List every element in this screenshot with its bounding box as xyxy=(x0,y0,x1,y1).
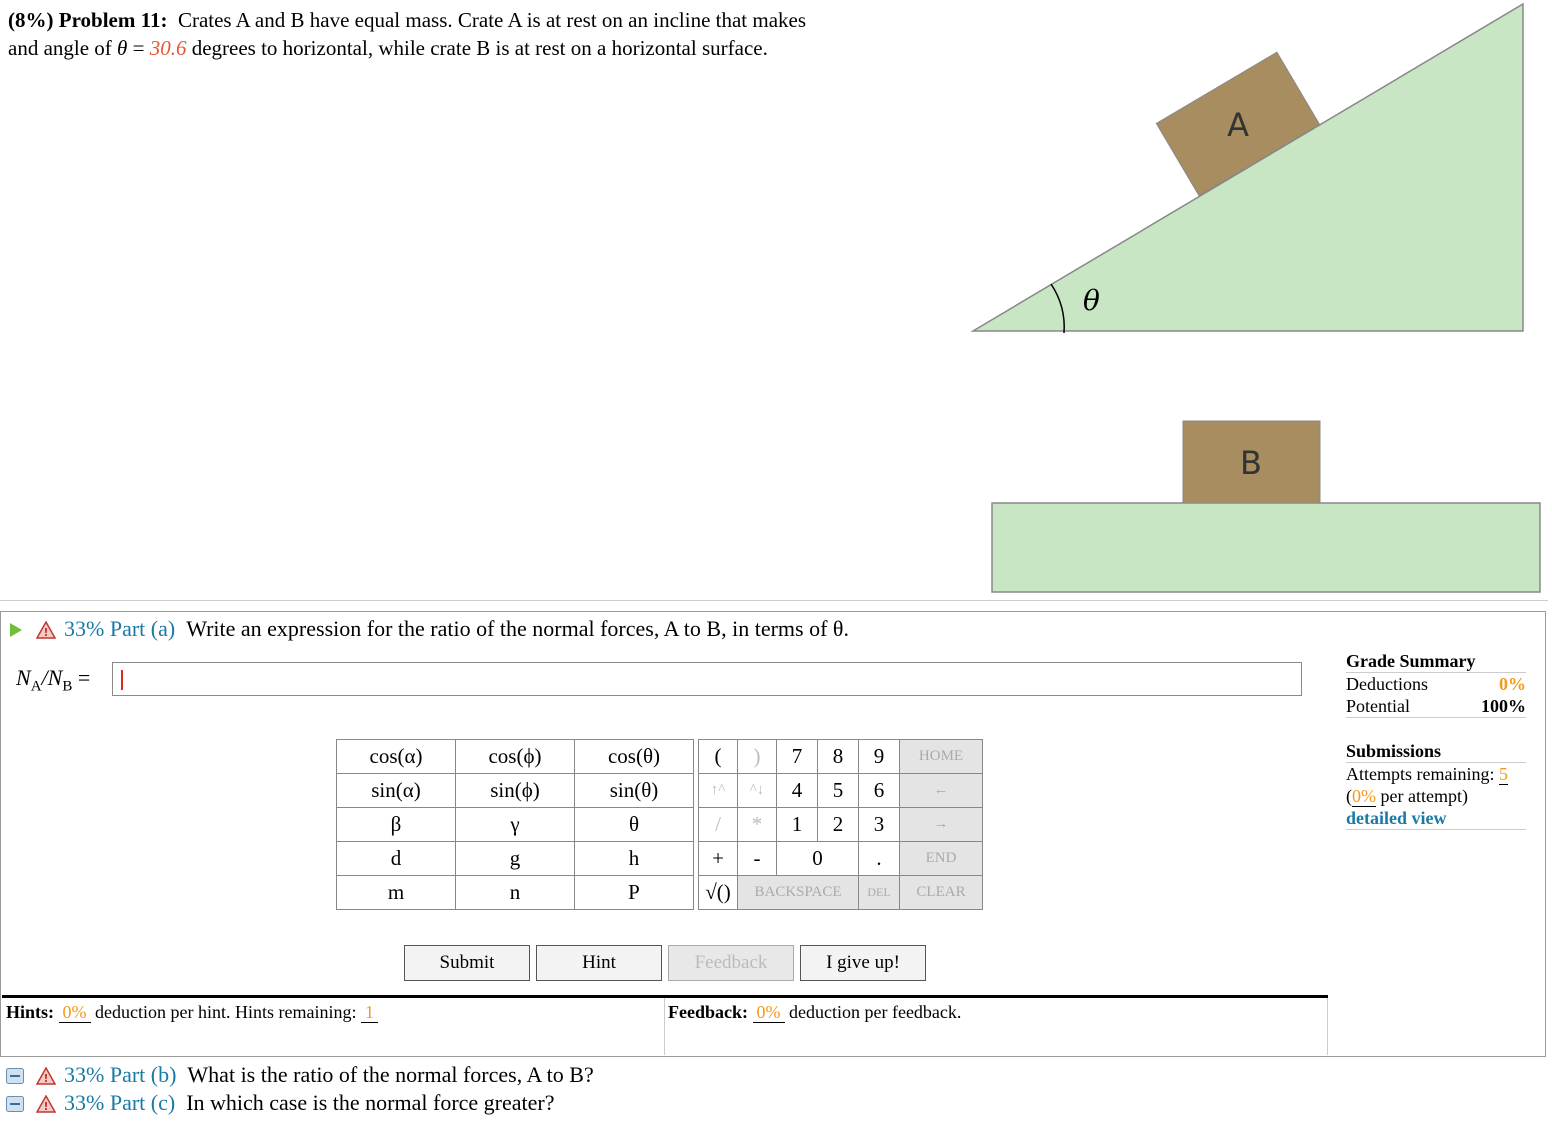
feedback-text: deduction per feedback. xyxy=(789,1002,962,1022)
svg-text:!: ! xyxy=(43,1100,49,1113)
angle-label: θ xyxy=(1083,284,1100,317)
key-open-paren[interactable]: ( xyxy=(699,740,738,774)
key-9[interactable]: 9 xyxy=(859,740,900,774)
submissions-title: Submissions xyxy=(1346,740,1526,763)
number-keypad xyxy=(698,739,983,910)
problem-title: Problem 11: xyxy=(58,8,168,32)
key-h[interactable]: h xyxy=(575,842,694,876)
flat-surface xyxy=(992,503,1540,592)
key-sin-theta[interactable]: sin(θ) xyxy=(575,774,694,808)
answer-input[interactable] xyxy=(112,662,1302,696)
part-b-heading[interactable] xyxy=(64,1062,594,1088)
key-end[interactable]: END xyxy=(900,842,983,876)
attempts-row xyxy=(1346,763,1526,785)
hints-bar-divider xyxy=(664,998,665,1055)
attempts-label: Attempts remaining: xyxy=(1346,764,1495,784)
per-attempt-pct: 0% xyxy=(1352,786,1376,806)
key-1[interactable]: 1 xyxy=(777,808,818,842)
part-c-percent: 33% xyxy=(64,1090,105,1115)
problem-text-2a: and angle of xyxy=(8,36,112,60)
answer-label-n1: N xyxy=(16,665,31,690)
svg-text:!: ! xyxy=(43,626,49,639)
crate-a-label: A xyxy=(1227,106,1249,144)
key-dot[interactable]: . xyxy=(859,842,900,876)
submit-button[interactable]: Submit xyxy=(404,945,530,981)
hints-label: Hints: xyxy=(6,1002,55,1022)
key-m[interactable]: m xyxy=(337,876,456,910)
feedback-info xyxy=(668,1002,961,1023)
feedback-pct: 0% xyxy=(753,1002,785,1023)
key-close-paren[interactable]: ) xyxy=(738,740,777,774)
hint-button[interactable]: Hint xyxy=(536,945,662,981)
warning-icon xyxy=(36,621,56,639)
key-down[interactable]: ^↓ xyxy=(738,774,777,808)
part-a-percent: 33% xyxy=(64,616,105,641)
grade-summary-title: Grade Summary xyxy=(1346,650,1526,673)
key-n[interactable]: n xyxy=(456,876,575,910)
hints-remaining: 1 xyxy=(361,1002,378,1023)
key-del[interactable]: DEL xyxy=(859,876,900,910)
key-right-arrow[interactable]: → xyxy=(900,808,983,842)
key-plus[interactable]: + xyxy=(699,842,738,876)
grade-summary xyxy=(1346,650,1526,830)
key-g[interactable]: g xyxy=(456,842,575,876)
key-beta[interactable]: β xyxy=(337,808,456,842)
key-backspace[interactable]: BACKSPACE xyxy=(738,876,859,910)
per-attempt-text: per attempt) xyxy=(1380,786,1468,806)
feedback-button[interactable]: Feedback xyxy=(668,945,794,981)
per-attempt-row xyxy=(1346,785,1526,807)
hints-pct: 0% xyxy=(59,1002,91,1023)
key-cos-phi[interactable]: cos(ϕ) xyxy=(456,740,575,774)
part-b-toggle-icon[interactable] xyxy=(6,1068,24,1084)
attempts-value: 5 xyxy=(1498,764,1508,784)
part-c-heading[interactable] xyxy=(64,1090,555,1116)
part-c-warning-icon xyxy=(36,1095,56,1113)
key-sin-phi[interactable]: sin(ϕ) xyxy=(456,774,575,808)
part-b-question: What is the ratio of the normal forces, A to B? xyxy=(187,1062,594,1087)
part-c-label: Part (c) xyxy=(109,1090,176,1115)
crate-b-label: B xyxy=(1240,444,1262,482)
deductions-value: 0% xyxy=(1499,674,1526,694)
part-a-label: Part (a) xyxy=(109,616,176,641)
key-p[interactable]: P xyxy=(575,876,694,910)
problem-text-2b: degrees to horizontal, while crate B is at rest on a horizontal surface. xyxy=(191,36,768,60)
theta-symbol: θ xyxy=(117,36,128,60)
answer-label xyxy=(16,665,90,695)
give-up-button[interactable]: I give up! xyxy=(800,945,926,981)
key-0[interactable]: 0 xyxy=(777,842,859,876)
answer-label-sub1: A xyxy=(30,678,42,695)
problem-text-1: Crates A and B have equal mass. Crate A is at rest on an incline that makes xyxy=(177,8,807,32)
part-c-toggle-icon[interactable] xyxy=(6,1096,24,1112)
function-keypad xyxy=(336,739,694,910)
key-multiply[interactable]: * xyxy=(738,808,777,842)
key-sqrt[interactable]: √() xyxy=(699,876,738,910)
expand-triangle-icon[interactable] xyxy=(10,623,22,637)
part-c-question: In which case is the normal force greater? xyxy=(186,1090,555,1115)
part-b-label: Part (b) xyxy=(109,1062,177,1087)
key-minus[interactable]: - xyxy=(738,842,777,876)
detailed-view-row xyxy=(1346,807,1526,830)
answer-label-slash: /N xyxy=(41,665,63,690)
key-2[interactable]: 2 xyxy=(818,808,859,842)
part-a-question: Write an expression for the ratio of the normal forces, A to B, in terms of θ. xyxy=(186,616,849,641)
equals-sign: = xyxy=(132,36,145,60)
theta-value: 30.6 xyxy=(149,36,187,60)
per-attempt-open: ( xyxy=(1346,786,1352,806)
part-b-warning-icon xyxy=(36,1067,56,1085)
key-left-arrow[interactable]: ← xyxy=(900,774,983,808)
key-home[interactable]: HOME xyxy=(900,740,983,774)
key-theta[interactable]: θ xyxy=(575,808,694,842)
key-d[interactable]: d xyxy=(337,842,456,876)
hints-bar-top-rule xyxy=(2,995,1328,998)
answer-label-eq: = xyxy=(77,665,91,690)
key-up[interactable]: ↑^ xyxy=(699,774,738,808)
key-3[interactable]: 3 xyxy=(859,808,900,842)
feedback-label: Feedback: xyxy=(668,1002,748,1022)
key-7[interactable]: 7 xyxy=(777,740,818,774)
key-4[interactable]: 4 xyxy=(777,774,818,808)
svg-text:!: ! xyxy=(43,1072,49,1085)
key-sin-alpha[interactable]: sin(α) xyxy=(337,774,456,808)
deductions-label: Deductions xyxy=(1346,674,1428,694)
key-divide[interactable]: / xyxy=(699,808,738,842)
problem-percent: (8%) xyxy=(8,8,54,32)
key-5[interactable]: 5 xyxy=(818,774,859,808)
hints-bar-right-border xyxy=(1327,998,1328,1055)
hints-info xyxy=(6,1002,378,1023)
part-b-percent: 33% xyxy=(64,1062,105,1087)
potential-value: 100% xyxy=(1481,696,1526,716)
key-gamma[interactable]: γ xyxy=(456,808,575,842)
potential-label: Potential xyxy=(1346,696,1410,716)
detailed-view-link[interactable]: detailed view xyxy=(1346,808,1447,828)
key-cos-alpha[interactable]: cos(α) xyxy=(337,740,456,774)
incline xyxy=(973,4,1523,331)
answer-label-sub2: B xyxy=(62,678,73,695)
part-a-heading xyxy=(64,616,849,642)
key-clear[interactable]: CLEAR xyxy=(900,876,983,910)
figure-separator xyxy=(0,600,1548,601)
potential-row xyxy=(1346,695,1526,718)
key-cos-theta[interactable]: cos(θ) xyxy=(575,740,694,774)
key-6[interactable]: 6 xyxy=(859,774,900,808)
deductions-row xyxy=(1346,673,1526,695)
hints-text: deduction per hint. Hints remaining: xyxy=(95,1002,357,1022)
text-caret xyxy=(121,670,123,690)
key-8[interactable]: 8 xyxy=(818,740,859,774)
